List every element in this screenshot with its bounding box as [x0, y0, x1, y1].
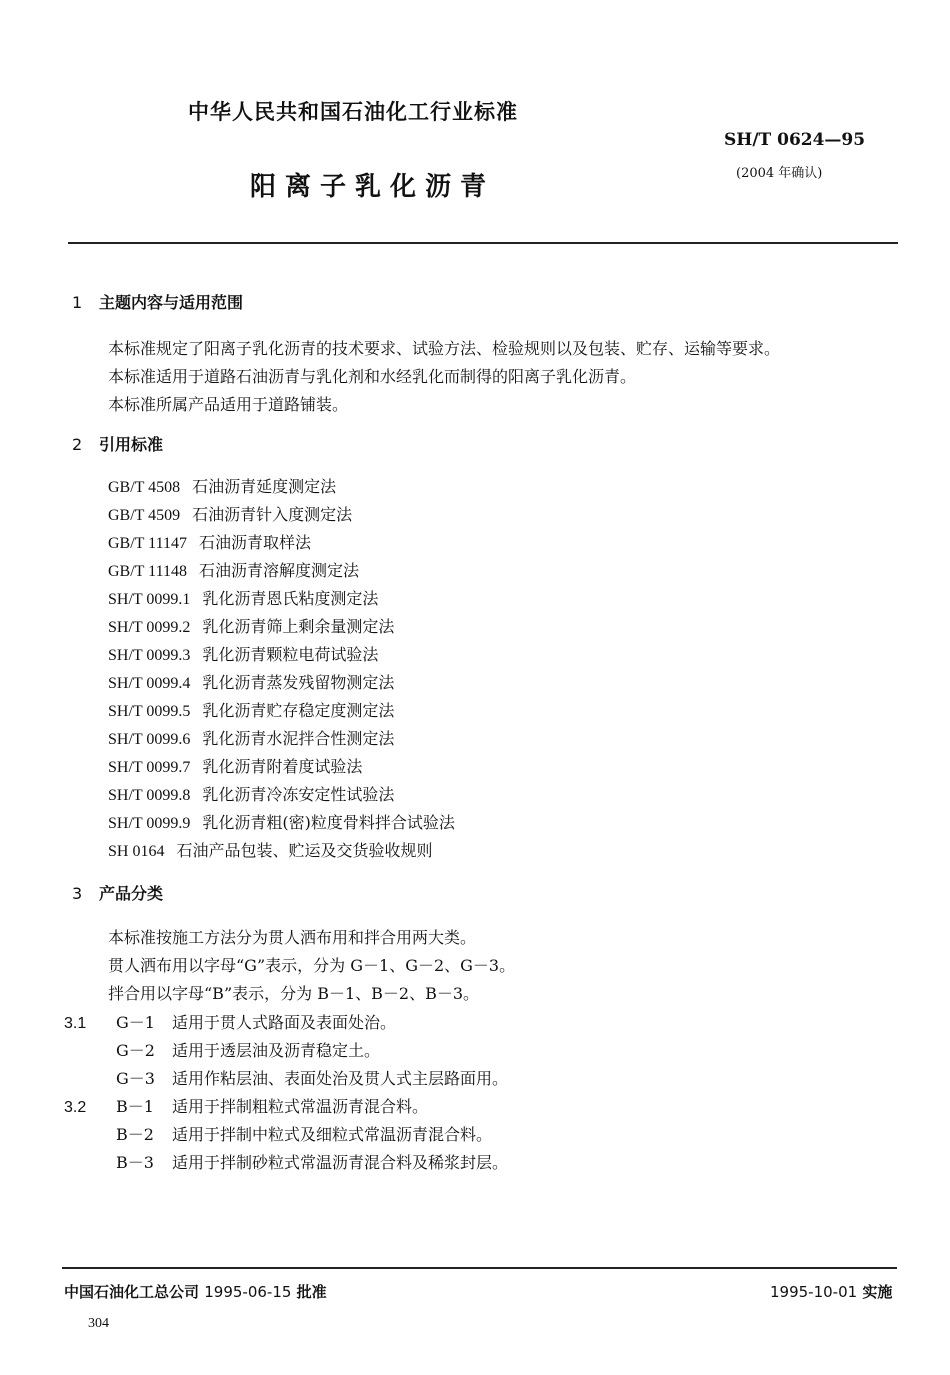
- approve-label: 批准: [296, 1283, 327, 1301]
- reference-code: GB/T 4509: [108, 507, 181, 524]
- class-text: 适用于贯人式路面及表面处治。: [172, 1013, 397, 1032]
- paragraph: 本标准按施工方法分为贯人洒布用和拌合用两大类。: [108, 928, 477, 947]
- class-code: G－3: [116, 1069, 155, 1088]
- paragraph: 本标准规定了阳离子乳化沥青的技术要求、试验方法、检验规则以及包装、贮存、运输等要求。: [108, 339, 781, 358]
- reference-name: 乳化沥青蒸发残留物测定法: [202, 673, 395, 692]
- reference-name: 乳化沥青筛上剩余量测定法: [202, 617, 395, 636]
- standard-code: SH/T 0624—95: [724, 130, 866, 150]
- reference-name: 乳化沥青颗粒电荷试验法: [202, 645, 379, 664]
- approval-line: [64, 1281, 327, 1302]
- reference-item: [108, 586, 378, 609]
- reference-name: 乳化沥青贮存稳定度测定法: [202, 701, 395, 720]
- document-title: 阳离子乳化沥青: [250, 172, 496, 202]
- class-code: B－3: [116, 1153, 154, 1172]
- class-code: G－1: [116, 1013, 155, 1032]
- class-text: 适用于透层油及沥青稳定土。: [172, 1041, 381, 1060]
- class-code: B－1: [116, 1097, 154, 1116]
- reference-item: [108, 474, 336, 497]
- section-1-heading: [72, 290, 243, 313]
- effective-line: [770, 1281, 892, 1302]
- paragraph: 本标准适用于道路石油沥青与乳化剂和水经乳化而制得的阳离子乳化沥青。: [108, 367, 637, 386]
- header-divider: [68, 242, 898, 244]
- section-3-heading: [72, 881, 163, 904]
- class-item: [64, 1150, 508, 1173]
- section-number: 1: [72, 293, 83, 312]
- reference-name: 石油沥青延度测定法: [192, 477, 337, 496]
- reference-item: [108, 838, 432, 861]
- reference-code: SH/T 0099.5: [108, 703, 191, 720]
- reference-code: SH/T 0099.9: [108, 815, 191, 832]
- section-title: 引用标准: [99, 435, 164, 454]
- reference-code: SH/T 0099.6: [108, 731, 191, 748]
- reference-item: [108, 726, 394, 749]
- reference-code: SH/T 0099.4: [108, 675, 191, 692]
- reference-item: [108, 782, 394, 805]
- reference-item: [108, 754, 362, 777]
- class-code: G－2: [116, 1041, 155, 1060]
- reference-item: [108, 642, 378, 665]
- class-item: [64, 1010, 396, 1033]
- reference-code: GB/T 4508: [108, 479, 181, 496]
- reference-code: SH/T 0099.1: [108, 591, 191, 608]
- reference-name: 乳化沥青水泥拌合性测定法: [202, 729, 395, 748]
- class-text: 适用于拌制砂粒式常温沥青混合料及稀浆封层。: [172, 1153, 509, 1172]
- paragraph: 贯人洒布用以字母“G”表示，分为 G－1、G－2、G－3。: [108, 956, 516, 975]
- approve-date: 1995-06-15: [204, 1283, 292, 1301]
- paragraph: 本标准所属产品适用于道路铺装。: [108, 395, 349, 414]
- effective-date: 1995-10-01: [770, 1283, 858, 1301]
- reference-code: SH/T 0099.2: [108, 619, 191, 636]
- reference-name: 石油沥青取样法: [198, 533, 311, 552]
- reference-item: [108, 810, 455, 833]
- class-code: B－2: [116, 1125, 154, 1144]
- reference-name: 乳化沥青冷冻安定性试验法: [202, 785, 395, 804]
- section-number: 2: [72, 435, 83, 454]
- class-item: [64, 1066, 508, 1089]
- section-title: 产品分类: [99, 884, 164, 903]
- subsection-number: 3.1: [64, 1015, 87, 1032]
- reference-item: [108, 670, 394, 693]
- confirmation-note: (2004 年确认): [736, 166, 823, 181]
- reference-code: SH/T 0099.8: [108, 787, 191, 804]
- reference-code: SH 0164: [108, 843, 165, 860]
- reference-name: 石油沥青针入度测定法: [192, 505, 353, 524]
- reference-code: GB/T 11147: [108, 535, 187, 552]
- class-item: [64, 1094, 428, 1117]
- subsection-number: 3.2: [64, 1099, 87, 1116]
- reference-code: SH/T 0099.3: [108, 647, 191, 664]
- effective-label: 实施: [862, 1283, 893, 1301]
- class-text: 适用于拌制粗粒式常温沥青混合料。: [172, 1097, 429, 1116]
- reference-code: GB/T 11148: [108, 563, 187, 580]
- section-title: 主题内容与适用范围: [99, 293, 244, 312]
- reference-item: [108, 502, 352, 525]
- section-2-heading: [72, 432, 163, 455]
- approver: 中国石油化工总公司: [64, 1283, 200, 1301]
- reference-name: 乳化沥青附着度试验法: [202, 757, 363, 776]
- reference-name: 石油产品包装、贮运及交货验收规则: [176, 841, 433, 860]
- reference-item: [108, 698, 394, 721]
- class-text: 适用作粘层油、表面处治及贯人式主层路面用。: [172, 1069, 509, 1088]
- footer-divider: [62, 1267, 897, 1269]
- page-number: 304: [88, 1316, 109, 1331]
- reference-item: [108, 530, 311, 553]
- reference-item: [108, 614, 394, 637]
- class-item: [64, 1038, 380, 1061]
- industry-standard-heading: 中华人民共和国石油化工行业标准: [188, 100, 518, 124]
- class-text: 适用于拌制中粒式及细粒式常温沥青混合料。: [172, 1125, 493, 1144]
- reference-item: [108, 558, 359, 581]
- reference-name: 乳化沥青粗(密)粒度骨料拌合试验法: [202, 813, 455, 832]
- reference-name: 乳化沥青恩氏粘度测定法: [202, 589, 379, 608]
- class-item: [64, 1122, 492, 1145]
- paragraph: 拌合用以字母“B”表示，分为 B－1、B－2、B－3。: [108, 984, 480, 1003]
- reference-name: 石油沥青溶解度测定法: [198, 561, 359, 580]
- reference-code: SH/T 0099.7: [108, 759, 191, 776]
- section-number: 3: [72, 884, 83, 903]
